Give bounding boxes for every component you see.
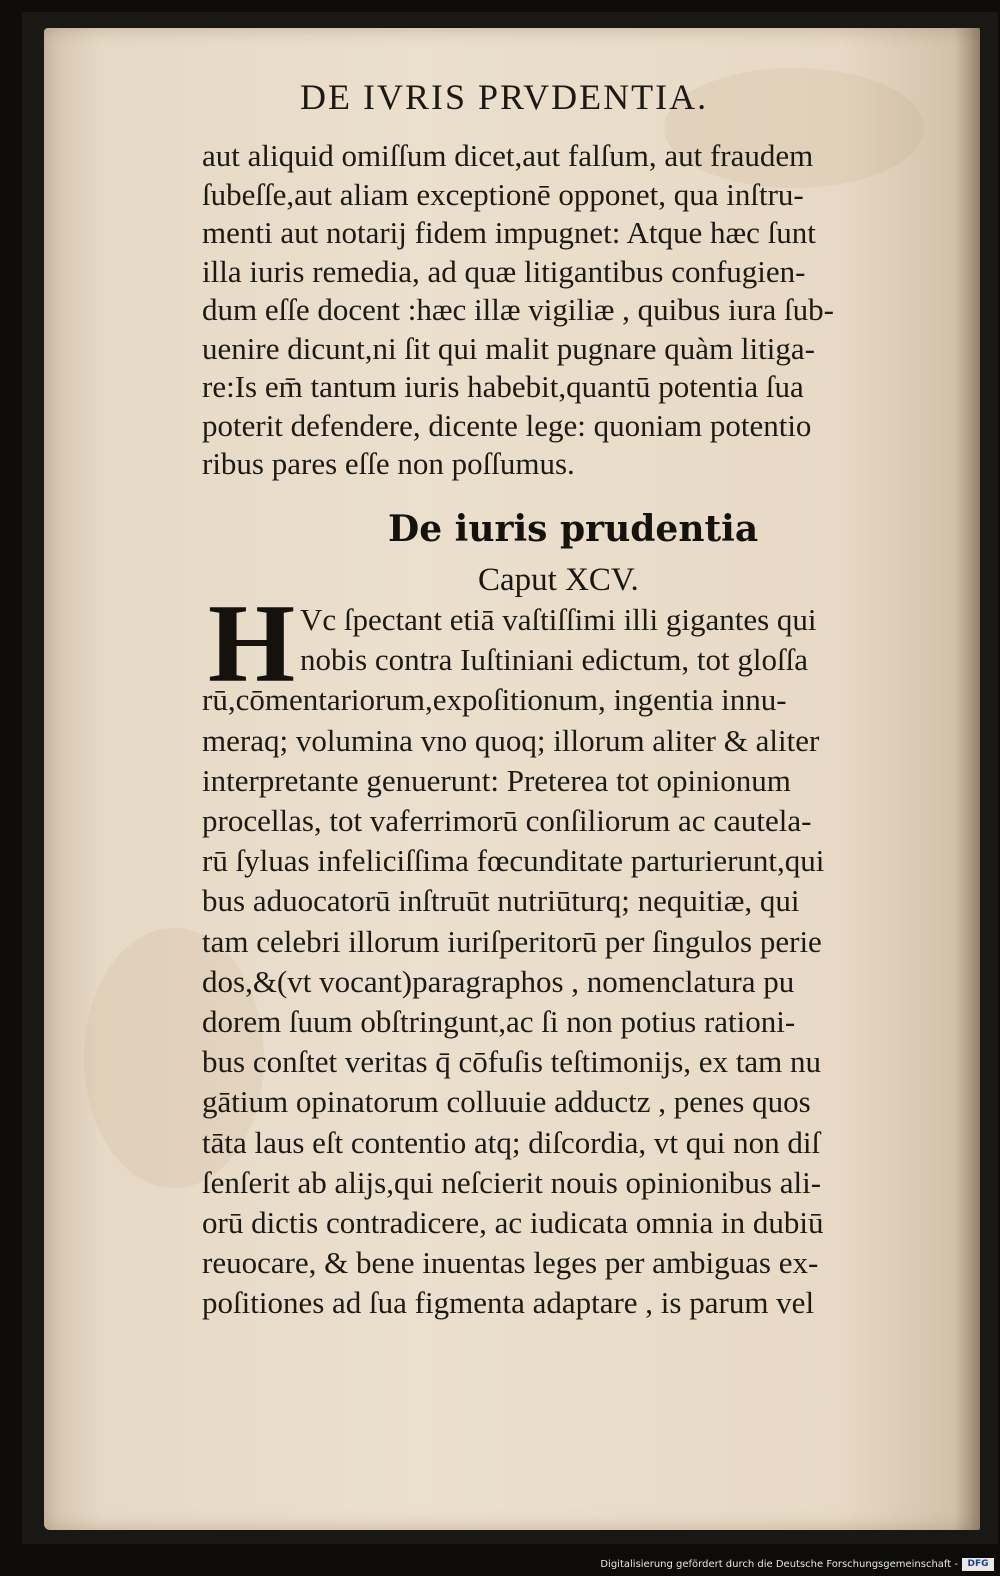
- text-line: ſenſerit ab alijs,qui neſcierit nouis opinionibus ali-: [202, 1164, 822, 1200]
- text-line: reuocare, & bene inuentas leges per ambiguas ex-: [202, 1245, 819, 1281]
- text-line: poſitiones ad ſua figmenta adaptare , is parum vel: [202, 1285, 815, 1321]
- text-line: bus conſtet veritas q̄ cōfuſis teſtimonijs, ex tam nu: [202, 1044, 822, 1080]
- text-line: tāta laus eſt contentio atq; diſcordia, vt qui non diſ: [202, 1124, 821, 1160]
- dfg-logo: DFG: [962, 1558, 994, 1571]
- footer-bar: [0, 1546, 1000, 1576]
- chapter-number: Caput XCV.: [478, 562, 639, 598]
- text-line: menti aut notarij fidem impugnet: Atque hæc ſunt: [202, 215, 816, 250]
- text-line: procellas, tot vaferrimorū conſiliorum ac cautela-: [202, 803, 812, 838]
- text-line: rū ſyluas infeliciſſima fœcunditate parturierunt,qui: [202, 843, 825, 879]
- text-line: aut aliquid omiſſum dicet,aut falſum, aut fraudem: [202, 138, 814, 173]
- running-head: DE IVRIS PRVDENTIA.: [300, 77, 709, 117]
- text-line: meraq; volumina vno quoq; illorum aliter & aliter: [202, 722, 820, 758]
- text-line: Vc ſpectant etiā vaſtiſſimi illi gigantes qui: [300, 602, 817, 637]
- text-line: dorem ſuum obſtringunt,ac ſi non potius rationi-: [202, 1004, 796, 1039]
- text-line: dos,&(vt vocant)paragraphos , nomenclatura pu: [202, 963, 795, 999]
- drop-cap-initial: H: [208, 582, 296, 706]
- text-line: illa iuris remedia, ad quæ litigantibus confugien-: [202, 253, 806, 289]
- page-gutter-shadow: [954, 28, 980, 1530]
- text-line: poterit defendere, dicente lege: quoniam potentio: [202, 407, 812, 443]
- text-line: gātium opinatorum colluuie adductz , penes quos: [202, 1084, 811, 1120]
- digitization-credit: Digitalisierung gefördert durch die Deutsche Forschungsgemeinschaft -: [600, 1559, 958, 1570]
- text-line: re:Is em̄ tantum iuris habebit,quantū potentia ſua: [202, 369, 804, 404]
- text-line: orū dictis contradicere, ac iudicata omnia in dubiū: [202, 1205, 824, 1240]
- text-line: bus aduocatorū inſtruūt nutriūturq; nequitiæ, qui: [202, 883, 800, 919]
- text-line: tam celebri illorum iuriſperitorū per ſingulos perie: [202, 923, 822, 959]
- chapter-title: De iuris prudentia: [388, 508, 759, 550]
- text-line: interpretante genuerunt: Preterea tot opinionum: [202, 762, 791, 798]
- text-line: dum eſſe docent :hæc illæ vigiliæ , quibus iura ſub-: [202, 292, 834, 327]
- text-line: ribus pares eſſe non poſſumus.: [202, 446, 575, 481]
- text-line: nobis contra Iuſtiniani edictum, tot gloſſa: [300, 642, 808, 678]
- text-line: ſubeſſe,aut aliam exceptionē opponet, qua inſtru-: [202, 176, 804, 212]
- text-line: rū,cōmentariorum,expoſitionum, ingentia innu-: [202, 682, 787, 718]
- text-line: uenire dicunt,ni ſit qui malit pugnare quàm litiga-: [202, 330, 815, 366]
